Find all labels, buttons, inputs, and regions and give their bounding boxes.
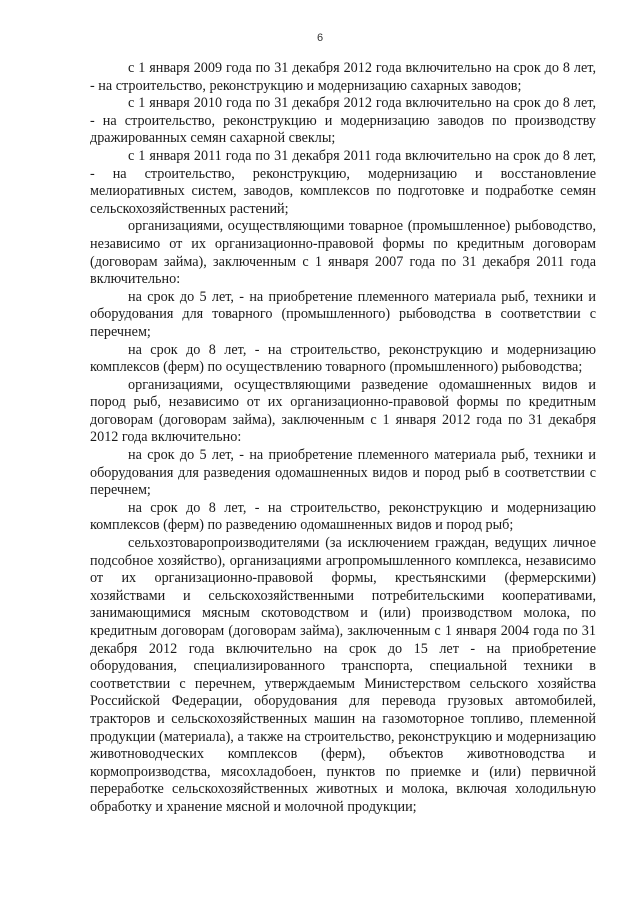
paragraph: с 1 января 2011 года по 31 декабря 2011 года включительно на срок до 8 лет, - на строительство, реконструкцию, модернизацию и восстановление мелиоративных систем, заводов, комплексов по подготовке и подработке семян сельскохозяйственных растений;: [90, 147, 596, 217]
document-body: [90, 60, 596, 817]
paragraph: на срок до 5 лет, - на приобретение племенного материала рыб, техники и оборудования для разведения одомашненных видов и пород рыб в соответствии с перечнем;: [90, 447, 596, 499]
page-number: 6: [316, 32, 324, 44]
paragraph: сельхозтоваропроизводителями (за исключением граждан, ведущих личное подсобное хозяйство), организациями агропромышленного комплекса, независимо от их организационно-правовой формы, крестьянскими (фермерскими) хозяйствами и сельскохозяйственными потребительскими кооперативами, занимающимися мясным скотоводством и (или) производством молока, по кредитным договорам (договорам займа), заключенным с 1 января 2004 года по 31 декабря 2012 года включительно на срок до 15 лет - на приобретение оборудования, специализированного транспорта, специальной техники в соответствии с перечнем, утверждаемым Министерством сельского хозяйства Российской Федерации, оборудования для перевода грузовых автомобилей, тракторов и сельскохозяйственных машин на газомоторное топливо, племенной продукции (материала), а также на строительство, реконструкцию и модернизацию животноводческих комплексов (ферм), объектов животноводства и кормопроизводства, мясохладобоен, пунктов по приемке и (или) первичной переработке сельскохозяйственных животных и молока, включая холодильную обработку и хранение мясной и молочной продукции;: [90, 535, 596, 815]
paragraph: организациями, осуществляющими товарное (промышленное) рыбоводство, независимо от их организационно-правовой формы по кредитным договорам (договорам займа), заключенным с 1 января 2007 года по 31 декабря 2011 года включительно:: [90, 218, 596, 288]
paragraph: с 1 января 2009 года по 31 декабря 2012 года включительно на срок до 8 лет, - на строительство, реконструкцию и модернизацию сахарных заводов;: [90, 60, 596, 94]
paragraph: на срок до 5 лет, - на приобретение племенного материала рыб, техники и оборудования для товарного (промышленного) рыбоводства в соответствии с перечнем;: [90, 288, 596, 340]
paragraph: на срок до 8 лет, - на строительство, реконструкцию и модернизацию комплексов (ферм) по осуществлению товарного (промышленного) рыбоводства;: [90, 341, 596, 376]
paragraph: с 1 января 2010 года по 31 декабря 2012 года включительно на срок до 8 лет, - на строительство, реконструкцию и модернизацию заводов по производству дражированных семян сахарной свеклы;: [90, 95, 596, 147]
paragraph: на срок до 8 лет, - на строительство, реконструкцию и модернизацию комплексов (ферм) по разведению одомашненных видов и пород рыб;: [90, 499, 596, 534]
paragraph: организациями, осуществляющими разведение одомашненных видов и пород рыб, независимо от их организационно-правовой формы по кредитным договорам (договорам займа), заключенным с 1 января 2012 года по 31 декабря 2012 года включительно:: [90, 376, 596, 446]
